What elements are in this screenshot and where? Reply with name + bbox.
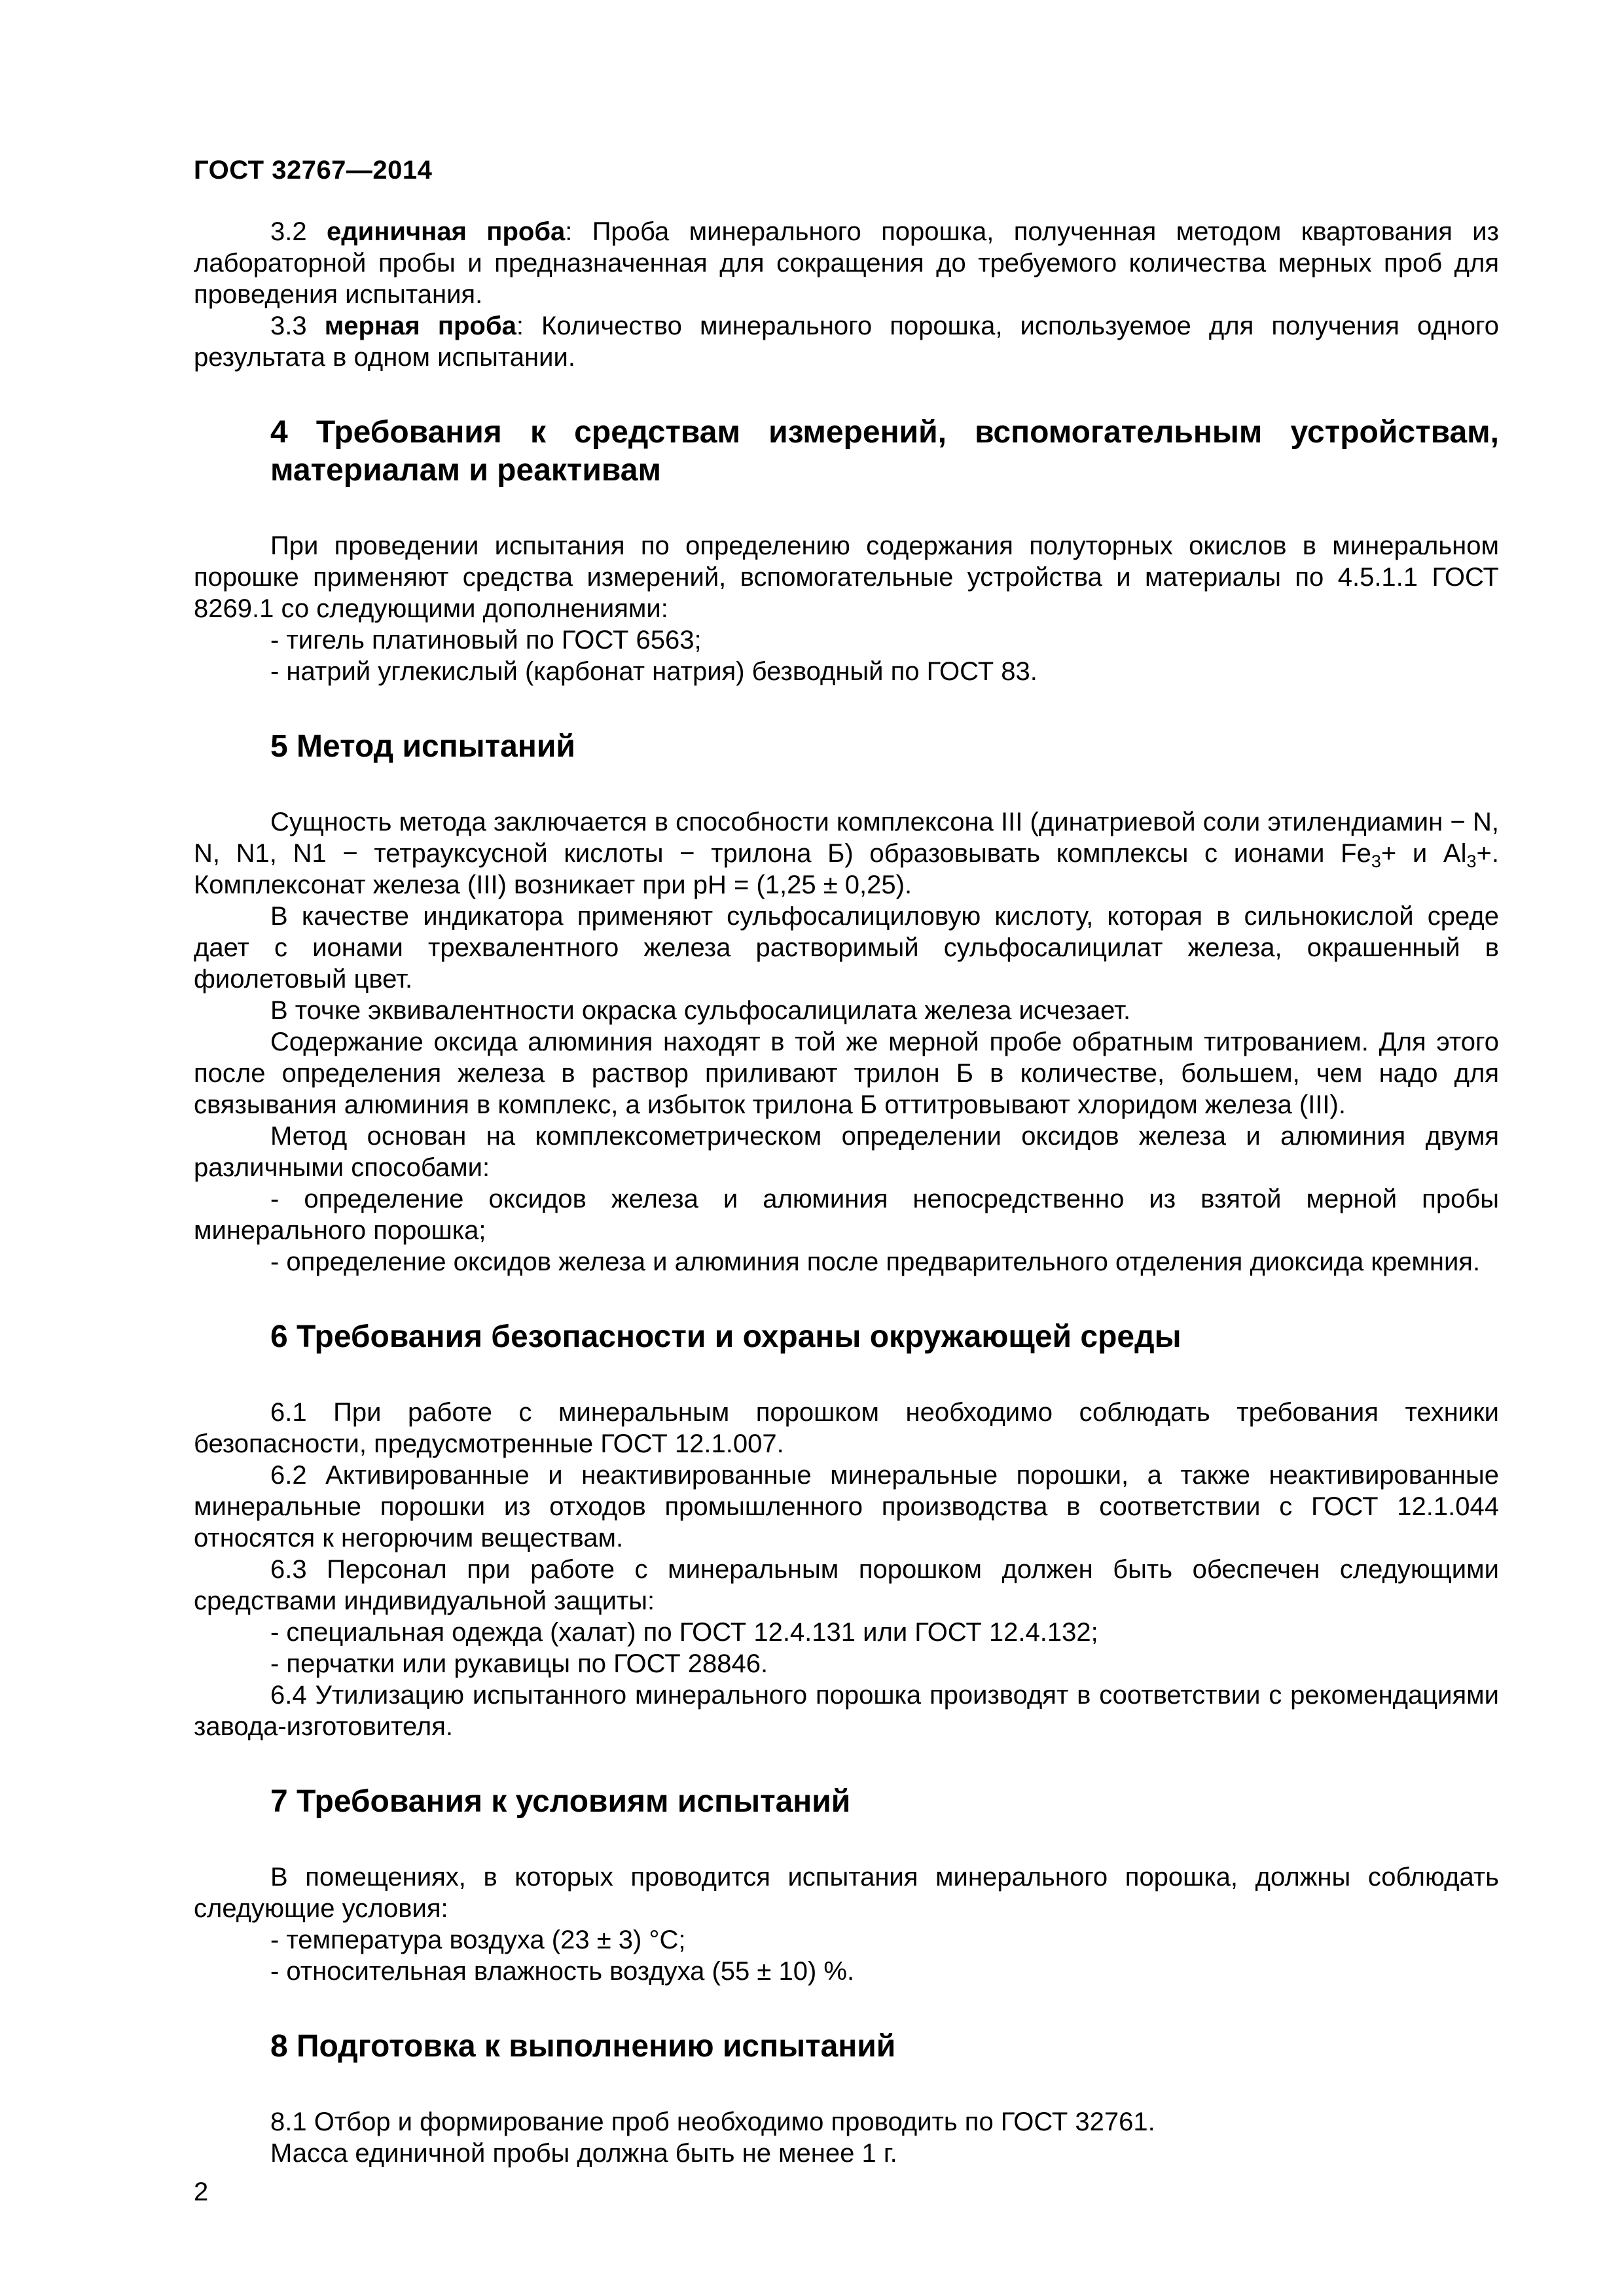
section-6-paragraph-2: 6.2 Активированные и неактивированные минеральные порошки, а также неактивированные минеральные порошки из отходов промышленного производства в соответствии с ГОСТ 12.1.044 относятся к негорючим веществам. bbox=[194, 1461, 1499, 1552]
subscript: 3 bbox=[1466, 852, 1477, 871]
section-4-heading: 4 Требования к средствам измерений, вспомогательным устройствам, материалам и реактивам bbox=[270, 415, 1499, 488]
section-5-paragraph-7: - определение оксидов железа и алюминия после предварительного отделения диоксида кремния. bbox=[270, 1247, 1481, 1276]
section-8-heading: 8 Подготовка к выполнению испытаний bbox=[270, 2029, 896, 2064]
defined-term: единичная проба bbox=[326, 217, 566, 246]
list-item: - перчатки или рукавицы по ГОСТ 28846. bbox=[270, 1649, 768, 1678]
section-6-paragraph-1: 6.1 При работе с минеральным порошком необходимо соблюдать требования техники безопасности, предусмотренные ГОСТ 12.1.007. bbox=[194, 1398, 1499, 1458]
document-code-header: ГОСТ 32767—2014 bbox=[194, 156, 433, 185]
section-5-paragraph-3: В точке эквивалентности окраска сульфосалицилата железа исчезает. bbox=[270, 996, 1131, 1025]
defined-term: мерная проба bbox=[324, 312, 516, 340]
section-5-paragraph-5: Метод основан на комплексометрическом определении оксидов железа и алюминия двумя различными способами: bbox=[194, 1122, 1499, 1182]
section-6-paragraph-3: 6.3 Персонал при работе с минеральным порошком должен быть обеспечен следующими средствами индивидуальной защиты: bbox=[194, 1555, 1499, 1615]
section-8-paragraph-1: 8.1 Отбор и формирование проб необходимо проводить по ГОСТ 32761. bbox=[270, 2108, 1155, 2136]
section-5-heading: 5 Метод испытаний bbox=[270, 729, 575, 764]
definition-text: : Проба минерального порошка, полученная методом квартования из лабораторной пробы и предназначенная для сокращения до требуемого количества мерных проб для проведения испытания. bbox=[194, 217, 1499, 309]
section-5-paragraph-2: В качестве индикатора применяют сульфосалициловую кислоту, которая в сильнокислой среде дает с ионами трехвалентного железа растворимый сульфосалицилат железа, окрашенный в фиолетовый цвет. bbox=[194, 902, 1499, 994]
section-6-paragraph-4: 6.4 Утилизацию испытанного минерального порошка производят в соответствии с рекомендациями завода-изготовителя. bbox=[194, 1681, 1499, 1741]
subscript: 3 bbox=[1371, 852, 1381, 871]
definition-text: : Количество минерального порошка, используемое для получения одного результата в одном испытании. bbox=[194, 312, 1499, 372]
section-6-heading: 6 Требования безопасности и охраны окружающей среды bbox=[270, 1319, 1182, 1354]
text-run: Сущность метода заключается в способности комплексона III (динатриевой соли этилендиамин − N, N, N1, N1 − тетрауксусной кислоты − трилона Б) образовывать комплексы с ионами Fe bbox=[194, 808, 1499, 868]
section-5-paragraph-4: Содержание оксида алюминия находят в той же мерной пробе обратным титрованием. Для этого после определения железа в раствор приливают трилон Б в количестве, большем, чем надо для связывания алюминия в комплекс, а избыток трилона Б оттитровывают хлоридом железа (III). bbox=[194, 1028, 1499, 1119]
text-run: +. Комплексонат железа (III) возникает при pH = (1,25 ± 0,25). bbox=[194, 839, 1500, 899]
list-item: - натрий углекислый (карбонат натрия) безводный по ГОСТ 83. bbox=[270, 657, 1038, 686]
list-item: - температура воздуха (23 ± 3) °С; bbox=[270, 1926, 686, 1954]
definition-3-2 bbox=[194, 216, 1499, 310]
list-item: - относительная влажность воздуха (55 ± 10) %. bbox=[270, 1957, 855, 1986]
page-number: 2 bbox=[194, 2178, 209, 2206]
section-8-paragraph-2: Масса единичной пробы должна быть не менее 1 г. bbox=[270, 2139, 897, 2168]
definition-3-3 bbox=[194, 310, 1499, 373]
document-body bbox=[194, 216, 1499, 2169]
text-run: + и Al bbox=[1380, 839, 1467, 868]
clause-number: 3.3 bbox=[270, 312, 307, 340]
section-4-paragraph: При проведении испытания по определению содержания полуторных окислов в минеральном порошке применяют средства измерений, вспомогательные устройства и материалы по 4.5.1.1 ГОСТ 8269.1 со следующими дополнениями: bbox=[194, 531, 1499, 623]
section-7-paragraph: В помещениях, в которых проводится испытания минерального порошка, должны соблюдать следующие условия: bbox=[194, 1863, 1499, 1923]
section-5-paragraph-1 bbox=[194, 806, 1499, 901]
list-item: - специальная одежда (халат) по ГОСТ 12.4.131 или ГОСТ 12.4.132; bbox=[270, 1618, 1098, 1647]
section-5-paragraph-6: - определение оксидов железа и алюминия непосредственно из взятой мерной пробы минерального порошка; bbox=[194, 1185, 1499, 1245]
section-7-heading: 7 Требования к условиям испытаний bbox=[270, 1784, 851, 1819]
list-item: - тигель платиновый по ГОСТ 6563; bbox=[270, 626, 702, 655]
clause-number: 3.2 bbox=[270, 217, 307, 246]
